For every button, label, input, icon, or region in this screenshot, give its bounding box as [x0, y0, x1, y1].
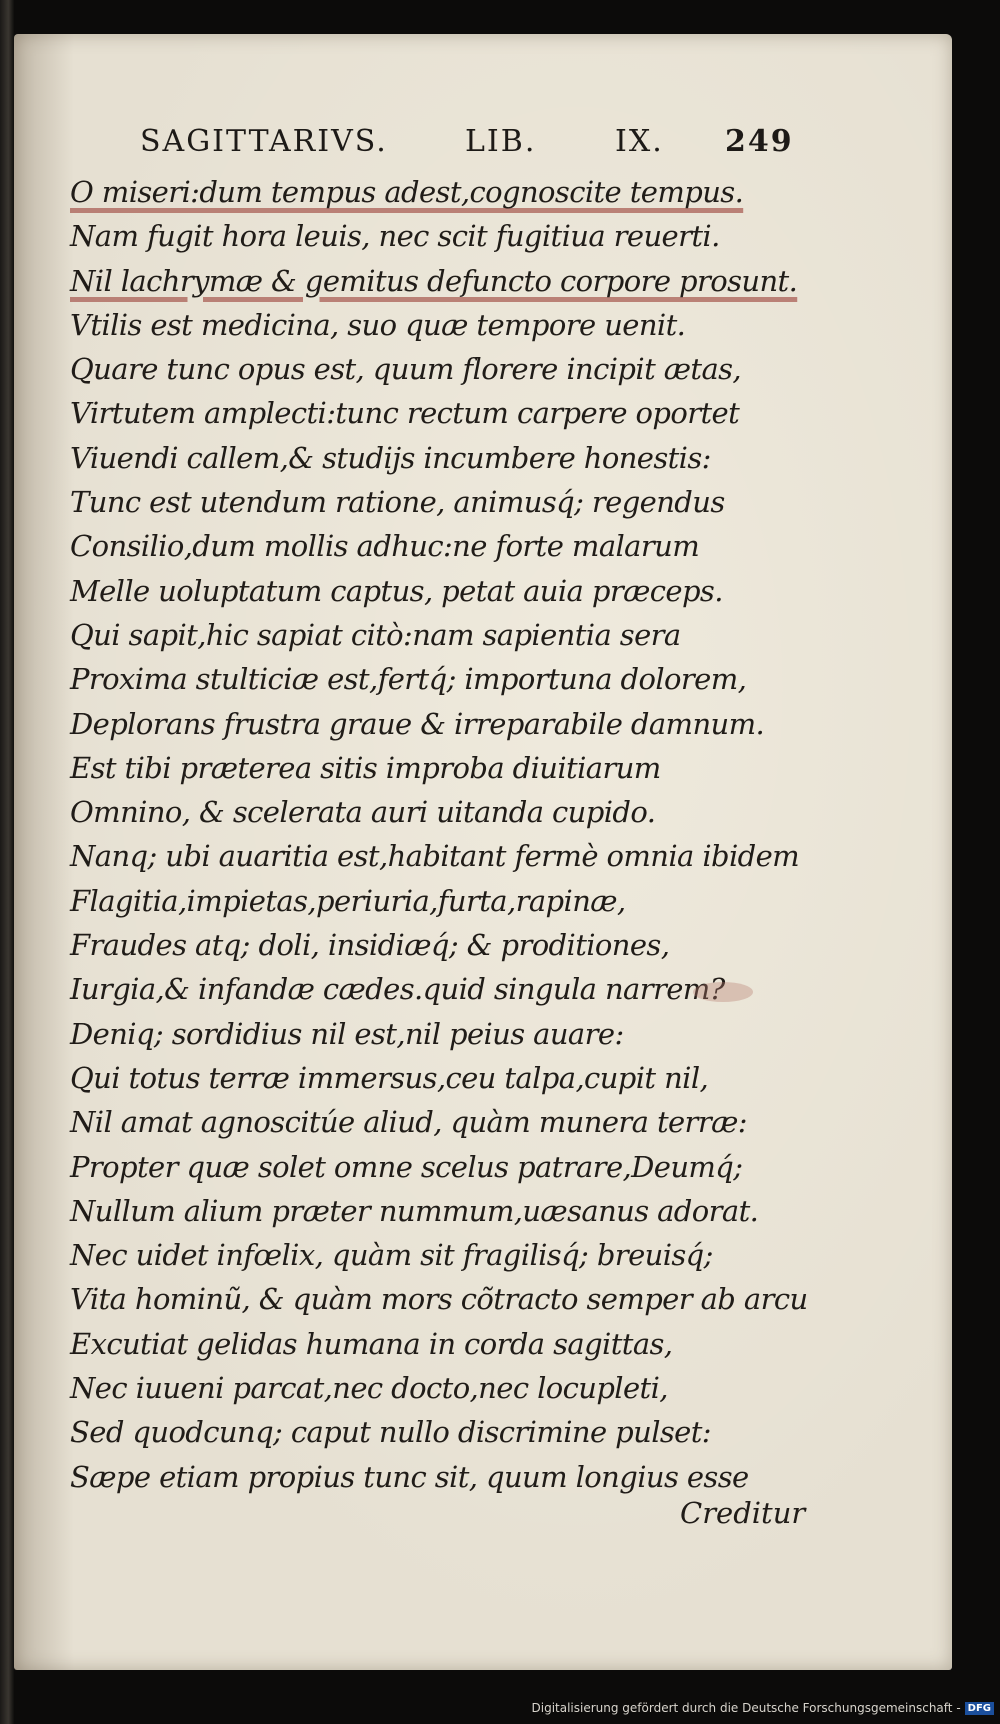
verse-line: O miseri:dum tempus adest,cognoscite tempus.	[70, 175, 744, 209]
verse-line: Deniq; sordidius nil est,nil peius auare:	[70, 1016, 624, 1051]
verse-line: Est tibi præterea sitis improba diuitiarum	[70, 750, 661, 785]
header-book-number: IX.	[615, 124, 664, 159]
header-title: SAGITTARIVS.	[140, 124, 388, 159]
verse-line: Nil lachrymæ & gemitus defuncto corpore prosunt.	[70, 263, 798, 298]
verse-line: Nec uidet infœlix, quàm sit fragilisq́; breuisq́;	[70, 1238, 713, 1273]
verse-line: Nam fugit hora leuis, nec scit fugitiua reuerti.	[70, 219, 720, 254]
verse-line: Iurgia,& infandæ cædes.quid singula narrem?	[70, 972, 725, 1007]
verse-line: Quare tunc opus est, quum florere incipit ætas,	[70, 352, 742, 387]
running-header	[140, 124, 800, 168]
verse-line: Nanq; ubi auaritia est,habitant fermè omnia ibidem	[70, 839, 800, 874]
book-binding-edge	[0, 0, 14, 1724]
verse-line: Omnino, & scelerata auri uitanda cupido.	[70, 795, 656, 830]
verse-line: Sæpe etiam propius tunc sit, quum longius esse	[70, 1459, 749, 1494]
verse-line: Nec iuueni parcat,nec docto,nec locupleti,	[70, 1371, 668, 1406]
verse-line: Vtilis est medicina, suo quæ tempore uenit.	[70, 307, 686, 342]
catchword: Creditur	[680, 1496, 806, 1530]
verse-line: Consilio,dum mollis adhuc:ne forte malarum	[70, 529, 700, 564]
verse-line: Melle uoluptatum captus, petat auia præceps.	[70, 573, 723, 608]
verse-line: Propter quæ solet omne scelus patrare,Deumq́;	[70, 1149, 743, 1184]
header-book-label: LIB.	[465, 124, 537, 159]
verse-line: Viuendi callem,& studijs incumbere honestis:	[70, 440, 711, 475]
digitization-footer	[532, 1698, 995, 1718]
verse-line: Fraudes atq; doli, insidiæq́; & proditiones,	[70, 928, 670, 963]
verse-line: Virtutem amplecti:tunc rectum carpere oportet	[70, 396, 740, 431]
footer-credit: Digitalisierung gefördert durch die Deutsche Forschungsgemeinschaft -	[531, 1701, 961, 1715]
verse-line: Nil amat agnoscitúe aliud, quàm munera terræ:	[70, 1105, 747, 1140]
verse-line: Qui sapit,hic sapiat citò:nam sapientia sera	[70, 617, 681, 652]
ink-stain	[693, 982, 753, 1002]
verse-line: Nullum alium præter nummum,uæsanus adorat.	[70, 1193, 759, 1228]
verse-line: Deplorans frustra graue & irreparabile damnum.	[70, 706, 765, 741]
verse-line: Tunc est utendum ratione, animusq́; regendus	[70, 485, 725, 520]
verse-line: Sed quodcunq; caput nullo discrimine pulset:	[70, 1415, 711, 1450]
verse-block	[70, 170, 810, 1499]
page-number: 249	[725, 124, 794, 159]
dfg-logo: DFG	[965, 1702, 994, 1715]
verse-line: Excutiat gelidas humana in corda sagittas,	[70, 1326, 673, 1361]
verse-line: Qui totus terræ immersus,ceu talpa,cupit nil,	[70, 1060, 709, 1095]
verse-line: Vita hominũ, & quàm mors cõtracto semper ab arcu	[70, 1282, 808, 1317]
verse-line: Flagitia,impietas,periuria,furta,rapinæ,	[70, 883, 626, 918]
verse-line: Proxima stulticiæ est,fertq́; importuna dolorem,	[70, 662, 747, 697]
